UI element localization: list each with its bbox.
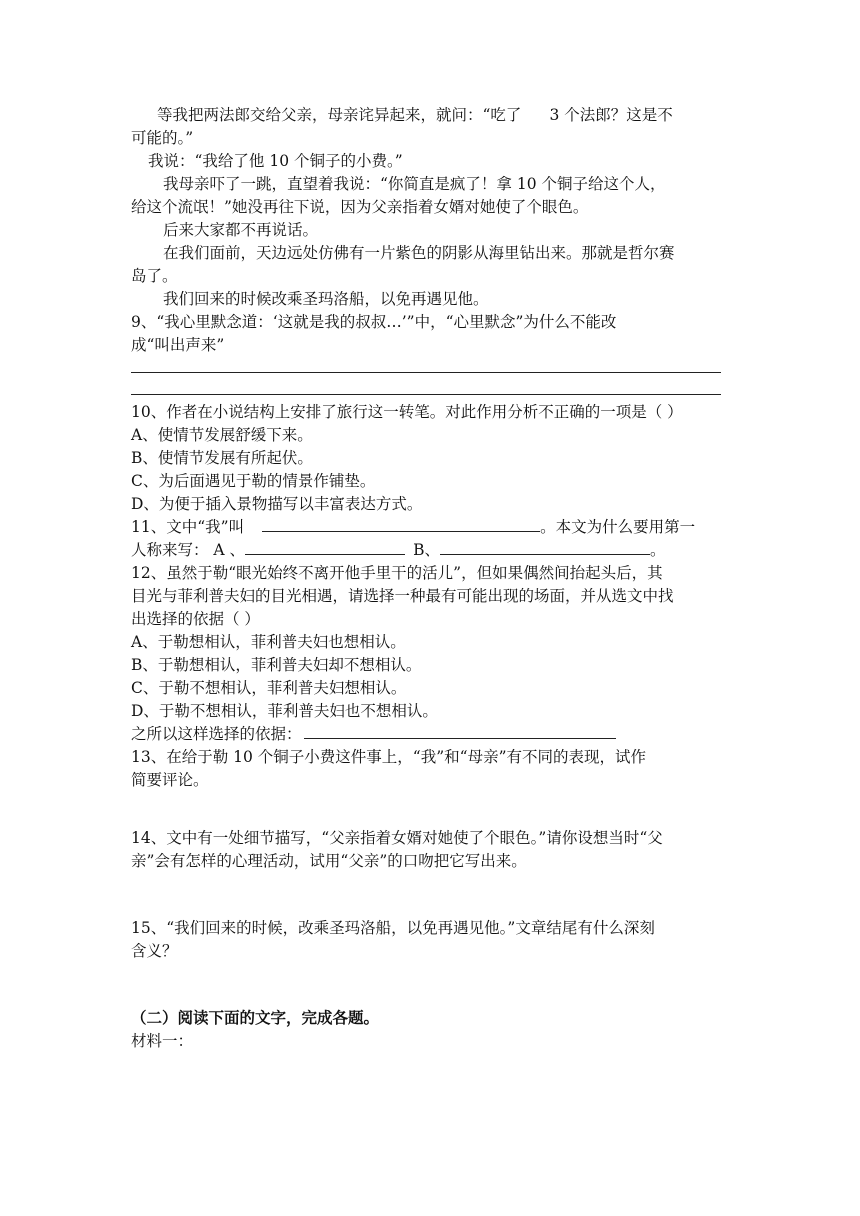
question-15-stem: 含义？ (131, 942, 178, 960)
passage-line: 我母亲吓了一跳，直望着我说：“你简直是疯了！拿 10 个铜子给这个人， (163, 175, 666, 193)
question-11-stem: 11、文中“我”叫 。本文为什么要用第一 (131, 518, 696, 536)
answer-line[interactable] (131, 372, 721, 373)
question-15-stem: 15、“我们回来的时候，改乘圣玛洛船，以免再遇见他。”文章结尾有什么深刻 (131, 919, 655, 937)
passage-line: 我们回来的时候改乘圣玛洛船，以免再遇见他。 (163, 290, 489, 308)
question-14-stem: 14、文中有一处细节描写，“父亲指着女婿对她使了个眼色。”请你设想当时“父 (131, 829, 663, 847)
question-12-option-a: A、于勒想相认，菲利普夫妇也想相认。 (131, 633, 406, 651)
passage-line: 后来大家都不再说话。 (163, 221, 319, 239)
question-12-basis: 之所以这样选择的依据： (131, 723, 731, 745)
answer-blank[interactable] (245, 539, 405, 555)
material-label: 材料一： (131, 1032, 194, 1050)
question-11-stem: 人称来写： A 、 B、 。 (131, 541, 666, 559)
question-12-option-d: D、于勒不想相认，菲利普夫妇也不想相认。 (131, 702, 438, 720)
passage-line: 等我把两法郎交给父亲，母亲诧异起来，就问：“吃了 3 个法郎？这是不 (157, 106, 673, 124)
question-12-option-b: B、于勒想相认，菲利普夫妇却不想相认。 (131, 656, 422, 674)
question-13-stem: 13、在给于勒 10 个铜子小费这件事上，“我”和“母亲”有不同的表现，试作 (131, 748, 646, 766)
question-12-stem: 目光与菲利普夫妇的目光相遇，请选择一种最有可能出现的场面，并从选文中找 (131, 587, 674, 605)
question-14-stem: 亲”会有怎样的心理活动，试用“父亲”的口吻把它写出来。 (131, 852, 527, 870)
question-10-option-b: B、使情节发展有所起伏。 (131, 449, 313, 467)
answer-blank[interactable] (262, 516, 540, 532)
question-10-option-d: D、为便于插入景物描写以丰富表达方式。 (131, 495, 423, 513)
question-10-option-a: A、使情节发展舒缓下来。 (131, 426, 313, 444)
section-heading: （二）阅读下面的文字，完成各题。 (131, 1008, 380, 1027)
passage-line: 在我们面前，天边远处仿佛有一片紫色的阴影从海里钻出来。那就是哲尔赛 (163, 244, 675, 262)
question-9-stem: 成“叫出声来” (131, 336, 225, 354)
question-12-stem: 出选择的依据（ ） (131, 610, 260, 628)
question-9-stem: 9、“我心里默念道：‘这就是我的叔叔…’”中，“心里默念”为什么不能改 (131, 313, 617, 331)
question-12-stem: 12、虽然于勒“眼光始终不离开他手里干的活儿”，但如果偶然间抬起头后，其 (131, 564, 663, 582)
question-12-option-c: C、于勒不想相认，菲利普夫妇想相认。 (131, 679, 407, 697)
passage-line: 给这个流氓！”她没再往下说，因为父亲指着女婿对她使了个眼色。 (131, 198, 589, 216)
passage-line: 我说：“我给了他 10 个铜子的小费。” (148, 152, 403, 170)
question-13-stem: 简要评论。 (131, 771, 209, 789)
answer-blank[interactable] (304, 723, 616, 739)
answer-line[interactable] (131, 394, 721, 395)
question-10-stem: 10、作者在小说结构上安排了旅行这一转笔。对此作用分析不正确的一项是（ ） (131, 403, 683, 421)
question-10-option-c: C、为后面遇见于勒的情景作铺垫。 (131, 472, 376, 490)
answer-blank[interactable] (440, 539, 650, 555)
passage-line: 岛了。 (131, 267, 178, 285)
passage-line: 可能的。” (131, 129, 194, 147)
